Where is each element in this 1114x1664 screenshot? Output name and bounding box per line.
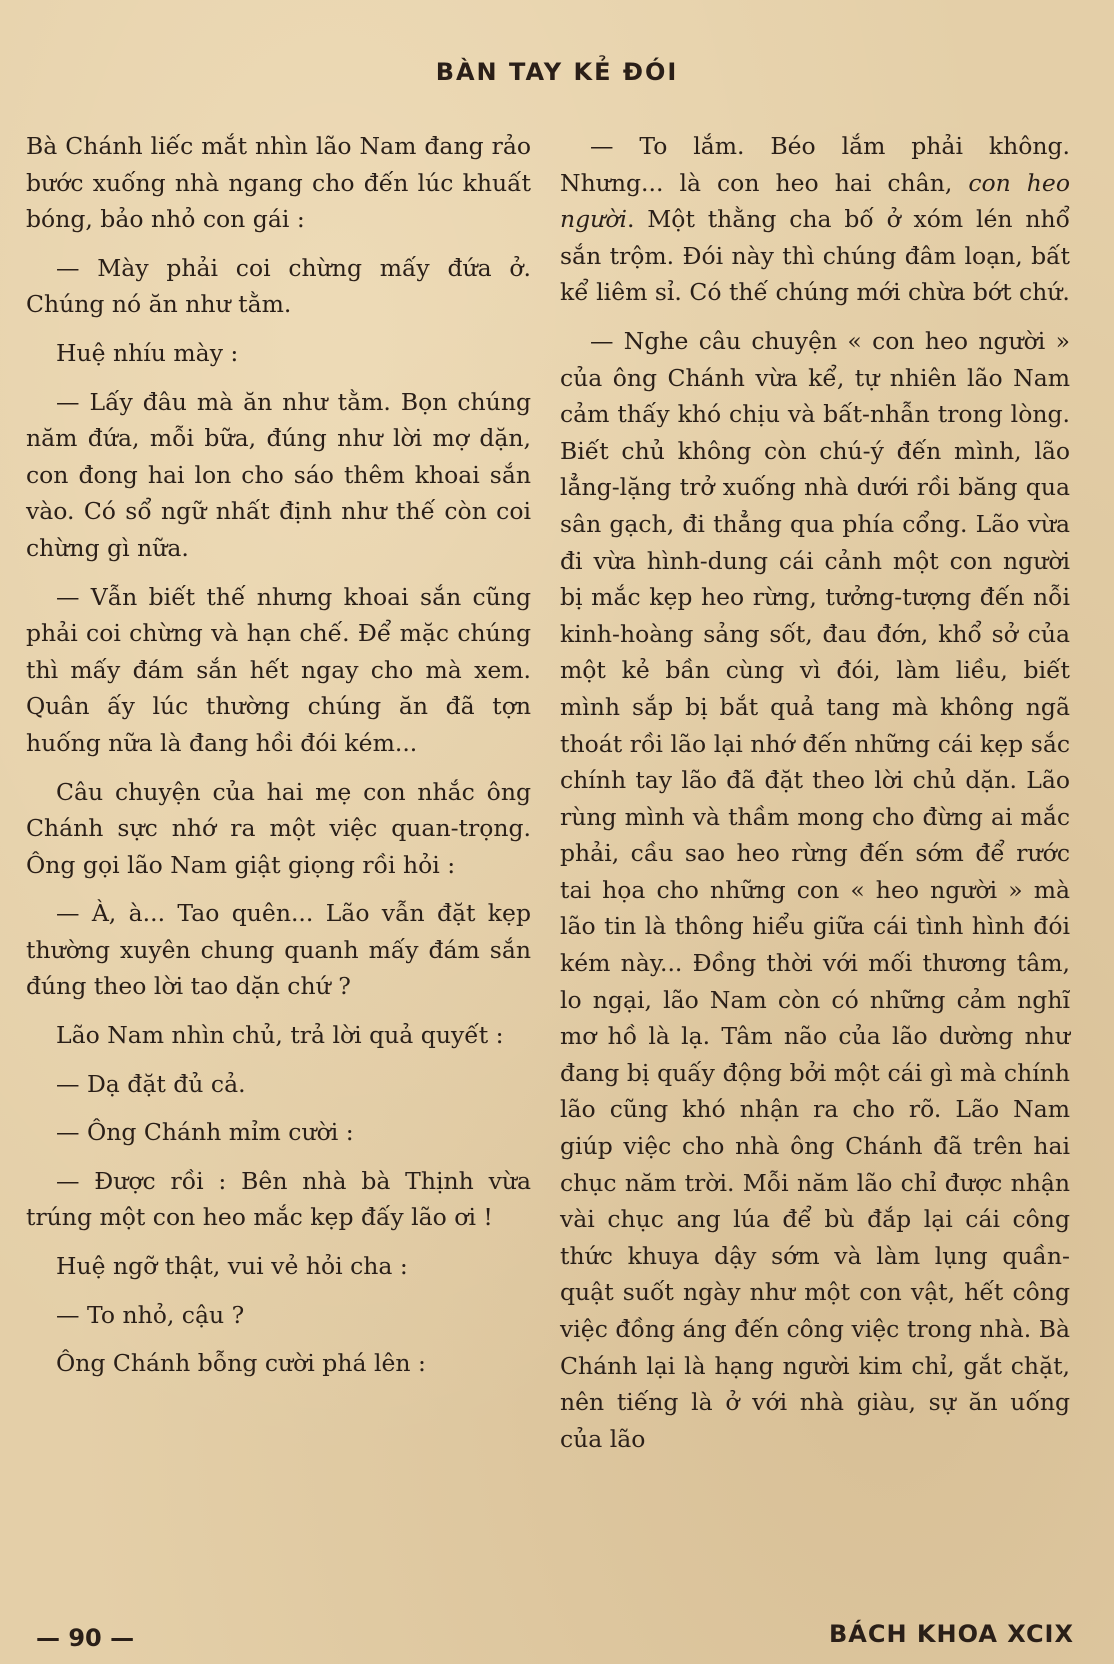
paragraph: — Nghe câu chuyện « con heo người » của ông Chánh vừa kể, tự nhiên lão Nam cảm thấy khó chịu và bất-nhẫn trong lòng. Biết chủ không còn chú-ý đến mình, lão lẳng-lặng trở xuống nhà dưới rồi băng qua sân gạch, đi thẳng qua phía cổng. Lão vừa đi vừa hình-dung cái cảnh một con người bị mắc kẹp heo rừng, tưởng-tượng đến nỗi kinh-hoàng sảng sốt, đau đớn, khổ sở của một kẻ bần cùng vì đói, làm liều, biết mình sắp bị bắt quả tang mà không ngã thoát rồi lão lại nhớ đến những cái kẹp sắc chính tay lão đã đặt theo lời chủ dặn. Lão rùng mình và thầm mong cho đừng ai mắc phải, cầu sao heo rừng đến sớm để rước tai họa cho những con « heo người » mà lão tin là thông hiểu giữa cái tình hình đói kém này... Đồng thời với mối thương tâm, lo ngại, lão Nam còn có những cảm nghĩ mơ hồ là lạ. Tâm não của lão dường như đang bị quấy động bởi một cái gì mà chính lão cũng khó nhận ra cho rõ. Lão Nam giúp việc cho nhà ông Chánh đã trên hai chục năm trời. Mỗi năm lão chỉ được nhận vài chục ang lúa để bù đắp lại cái công thức khuya dậy sớm và làm lụng quần-quật suốt ngày như một con vật, hết công việc đồng áng đến công việc trong nhà. Bà Chánh lại là hạng người kim chỉ, gắt chặt, nên tiếng là ở với nhà giàu, sự ăn uống của lão [560,326,1070,1453]
paragraph: — Lấy đâu mà ăn như tằm. Bọn chúng năm đứa, mỗi bữa, đúng như lời mợ dặn, con đong hai lon cho sáo thêm khoai sắn vào. Có sổ ngữ nhất định như thế còn coi chừng gì nữa. [26,387,531,562]
text-run: . Một thằng cha bố ở xóm lén nhổ sắn trộm. Đói này thì chúng đâm loạn, bất kể liêm sỉ. Có thế chúng mới chừa bớt chứ. [560,205,1070,307]
paragraph: — Được rồi : Bên nhà bà Thịnh vừa trúng một con heo mắc kẹp đấy lão ơi ! [26,1166,531,1232]
text-run: — To lắm. Béo lắm phải không. Nhưng... là con heo hai chân, [560,132,1070,197]
paragraph: — To nhỏ, cậu ? [56,1300,245,1329]
paragraph: Ông Chánh bỗng cười phá lên : [56,1349,426,1378]
paragraph: Lão Nam nhìn chủ, trả lời quả quyết : [56,1021,504,1050]
paragraph: — Ông Chánh mỉm cười : [56,1118,354,1147]
paragraph: — À, à... Tao quên... Lão vẫn đặt kẹp thường xuyên chung quanh mấy đám sắn đúng theo lời tao dặn chứ ? [26,899,531,1001]
running-header: BÀN TAY KẺ ĐÓI [435,58,679,86]
italic-phrase: con heo người [560,168,1070,234]
paragraph: Huệ nhíu mày : [56,338,239,367]
paragraph [560,128,1070,311]
page-number: — 90 — [36,1624,135,1652]
left-column [26,128,531,1394]
paragraph: — Mày phải coi chừng mấy đứa ở. Chúng nó ăn như tằm. [26,253,531,319]
right-column [560,128,1070,1469]
magazine-footer: BÁCH KHOA XCIX [829,1620,1074,1648]
paragraph: Bà Chánh liếc mắt nhìn lão Nam đang rảo bước xuống nhà ngang cho đến lúc khuất bóng, bảo nhỏ con gái : [26,132,531,234]
paragraph: Câu chuyện của hai mẹ con nhắc ông Chánh sực nhớ ra một việc quan-trọng. Ông gọi lão Nam giật giọng rồi hỏi : [26,777,531,879]
paragraph: — Vẫn biết thế nhưng khoai sắn cũng phải coi chừng và hạn chế. Để mặc chúng thì mấy đám sắn hết ngay cho mà xem. Quân ấy lúc thường chúng ăn đã tợn huống nữa là đang hồi đói kém... [26,582,531,757]
paragraph: Huệ ngỡ thật, vui vẻ hỏi cha : [56,1252,408,1281]
paragraph: — Dạ đặt đủ cả. [56,1069,246,1098]
